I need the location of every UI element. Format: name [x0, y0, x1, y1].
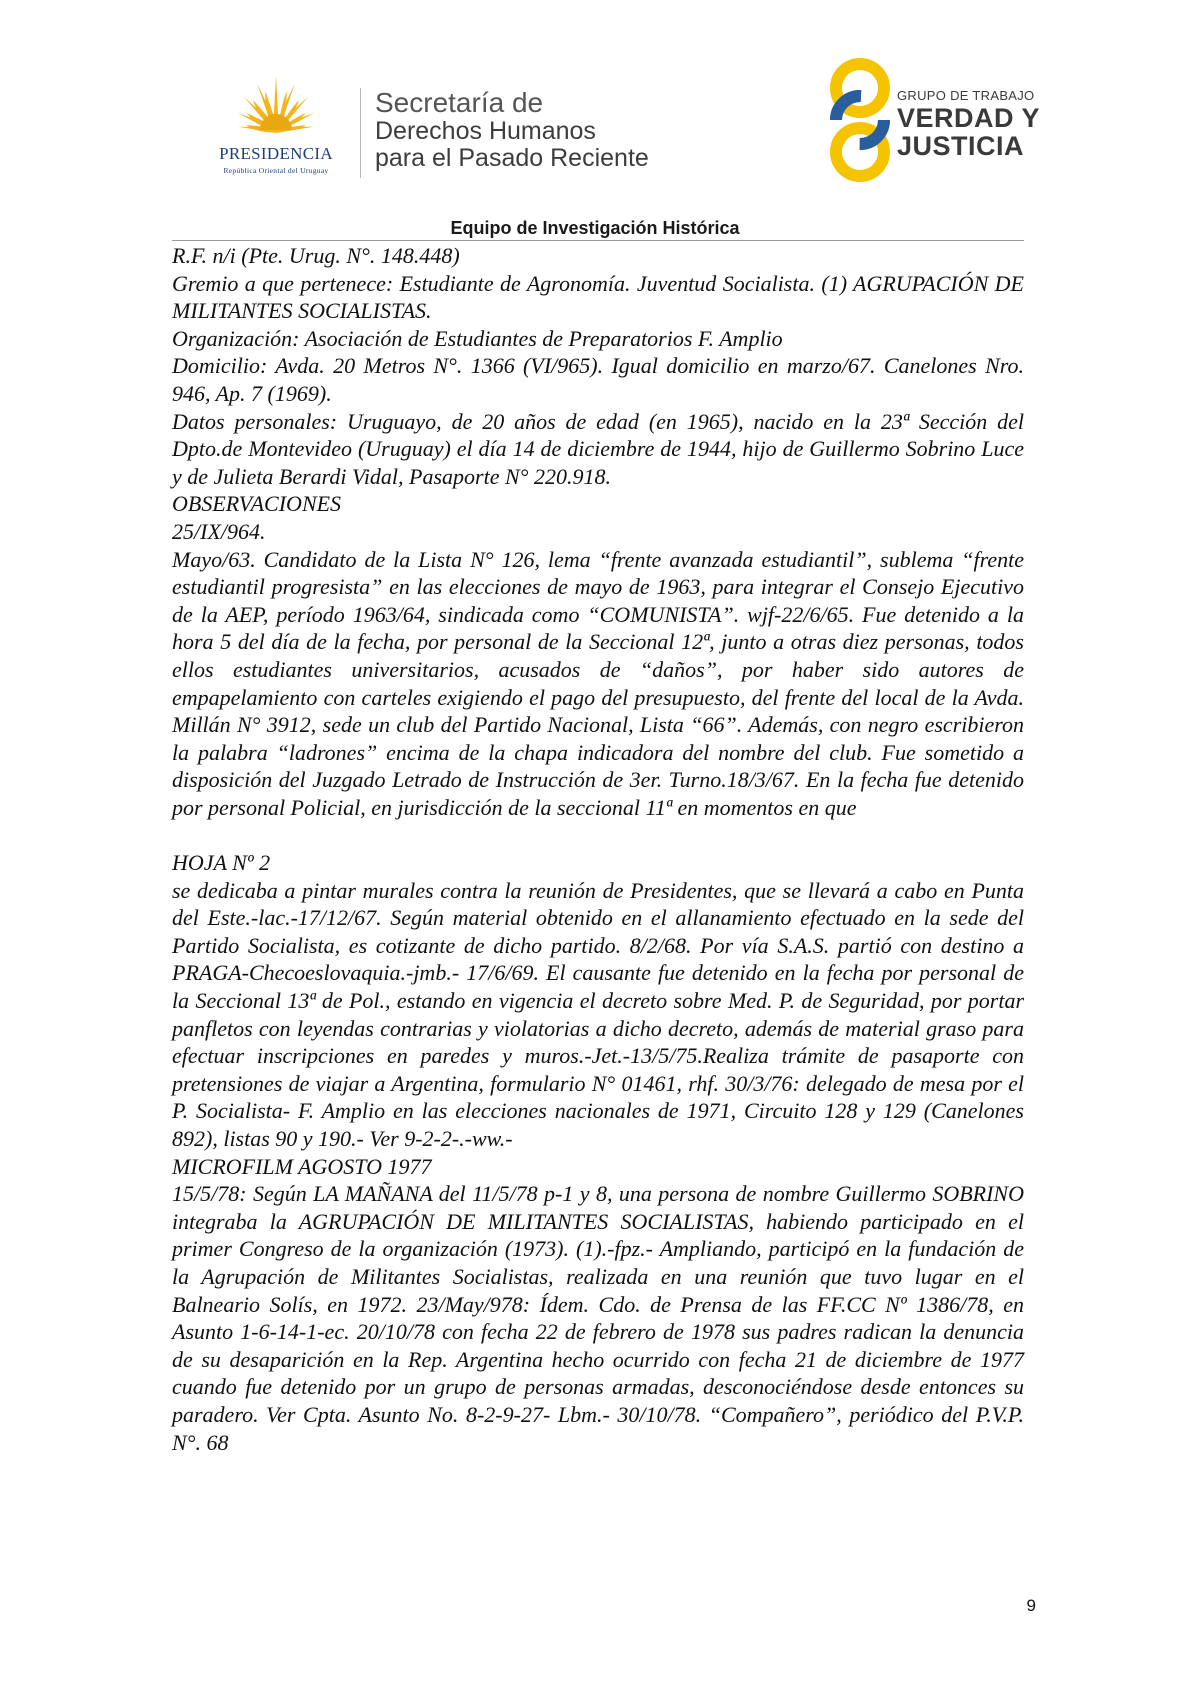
record-id: R.F. n/i (Pte. Urug. N°. 148.448) — [172, 243, 460, 268]
observations-paragraph-2: se dedicaba a pintar murales contra la reunión de Presidentes, que se llevará a cabo en Punta del Este.-lac.-17/12/67. Según material obtenido en el allanamiento efectuado en la sede del Partido Socialista, es cotizante de dicho partido. 8/2/68. Por vía S.A.S. partió con destino a PRAGA-Checoeslovaquia.-jmb.- 17/6/69. El causante fue detenido en la fecha por personal de la Seccional 13ª de Pol., estando en vigencia el decreto sobre Med. P. de Seguridad, por portar panfletos con leyendas contrarias y violatorias a dicho decreto, además de material graso para efectuar inscripciones en paredes y muros.-Jet.-13/5/75.Realiza trámite de pasaporte con pretensiones de viajar a Argentina, formulario N° 01461, rhf. 30/3/76: delegado de mesa por el P. Socialista- F. Amplio en las elecciones nacionales de 1971, Circuito 128 y 129 (Canelones 892), listas 90 y 190.- Ver 9-2-2-.-ww.- — [172, 877, 1024, 1151]
gtvj-line3: JUSTICIA — [897, 131, 1025, 161]
page-header — [0, 0, 1190, 210]
observations-paragraph-1: Mayo/63. Candidato de la Lista N° 126, lema “frente avanzada estudiantil”, sublema “frente estudiantil progresista” en las elecciones de mayo de 1963, para integrar el Consejo Ejecutivo de la AEP, período 1963/64, sindicada como “COMUNISTA”. wjf-22/6/65. Fue detenido a la hora 5 del día de la fecha, por personal de la Seccional 12ª, junto a otras diez personas, todos ellos estudiantes universitarios, acusados de “daños”, por haber sido autores de empapelamiento con carteles exigiendo el pago del presupuesto, del frente del local de la Avda. Millán N° 3912, sede un club del Partido Nacional, Lista “66”. Además, con negro escribieron la palabra “ladrones” encima de la chapa indicadora del nombre del club. Fue sometido a disposición del Juzgado Letrado de Instrucción de 3er. Turno.18/3/67. En la fecha fue detenido por personal Policial, en jurisdicción de la seccional 11ª en momentos en que — [172, 546, 1024, 820]
gtvj-line2: VERDAD Y — [897, 103, 1041, 133]
secretaria-line1: Secretaría de — [375, 87, 544, 118]
team-title: Equipo de Investigación Histórica — [450, 218, 740, 238]
observations-paragraph-3: 15/5/78: Según LA MAÑANA del 11/5/78 p-1 y 8, una persona de nombre Guillermo SOBRINO integraba la AGRUPACIÓN DE MILITANTES SOCIALISTAS, habiendo participado en el primer Congreso de la organización (1973). (1).-fpz.- Ampliando, participó en la fundación de la Agrupación de Militantes Socialistas, realizada en una reunión que tuvo lugar en el Balneario Solís, en 1972. 23/May/978: Ídem. Cdo. de Prensa de las FF.CC Nº 1386/78, en Asunto 1-6-14-1-ec. 20/10/78 con fecha 22 de febrero de 1978 sus padres radican la denuncia de su desaparición en la Rep. Argentina hecho ocurrido con fecha 21 de diciembre de 1977 cuando fue detenido por un grupo de personas armadas, desconociéndose desde entonces su paradero. Ver Cpta. Asunto No. 8-2-9-27- Lbm.- 30/10/78. “Compañero”, periódico del P.V.P. N°. 68 — [172, 1181, 1024, 1455]
observation-date: 25/IX/964. — [172, 518, 266, 544]
presidencia-logo — [196, 72, 356, 182]
verdad-justicia-text — [897, 88, 1040, 160]
secretaria-logo-text — [375, 88, 649, 172]
secretaria-line2: Derechos Humanos — [375, 117, 596, 145]
header-divider — [360, 88, 361, 178]
observaciones-heading: OBSERVACIONES — [172, 491, 342, 517]
microfilm-heading: MICROFILM AGOSTO 1977 — [172, 1153, 432, 1179]
page-number: 9 — [1026, 1596, 1036, 1615]
domicilio-paragraph: Domicilio: Avda. 20 Metros N°. 1366 (VI/965). Igual domicilio en marzo/67. Canelones Nro. 946, Ap. 7 (1969). — [172, 353, 1024, 406]
verdad-justicia-logo-icon — [820, 56, 900, 184]
gremio-paragraph: Gremio a que pertenece: Estudiante de Agronomía. Juventud Socialista. (1) AGRUPACIÓN DE MILITANTES SOCIALISTAS. — [172, 270, 1024, 324]
gtvj-line1: GRUPO DE TRABAJO — [897, 88, 1035, 103]
sheet-heading: HOJA Nº 2 — [172, 850, 271, 876]
datos-personales-paragraph: Datos personales: Uruguayo, de 20 años de edad (en 1965), nacido en la 23ª Sección del Dpto.de Montevideo (Uruguay) el día 14 de diciembre de 1944, hijo de Guillermo Sobrino Luce y de Julieta Berardi Vidal, Pasaporte N° 220.918. — [172, 408, 1024, 489]
presidencia-subtitle: República Oriental del Uruguay — [223, 166, 329, 175]
document-body — [172, 242, 1024, 1456]
header-rule — [172, 240, 1024, 241]
sun-emblem-icon — [196, 72, 356, 144]
organizacion-paragraph: Organización: Asociación de Estudiantes de Preparatorios F. Amplio — [172, 325, 783, 351]
presidencia-name: PRESIDENCIA — [219, 144, 333, 163]
spacer — [172, 821, 1024, 849]
secretaria-line3: para el Pasado Reciente — [375, 144, 649, 172]
